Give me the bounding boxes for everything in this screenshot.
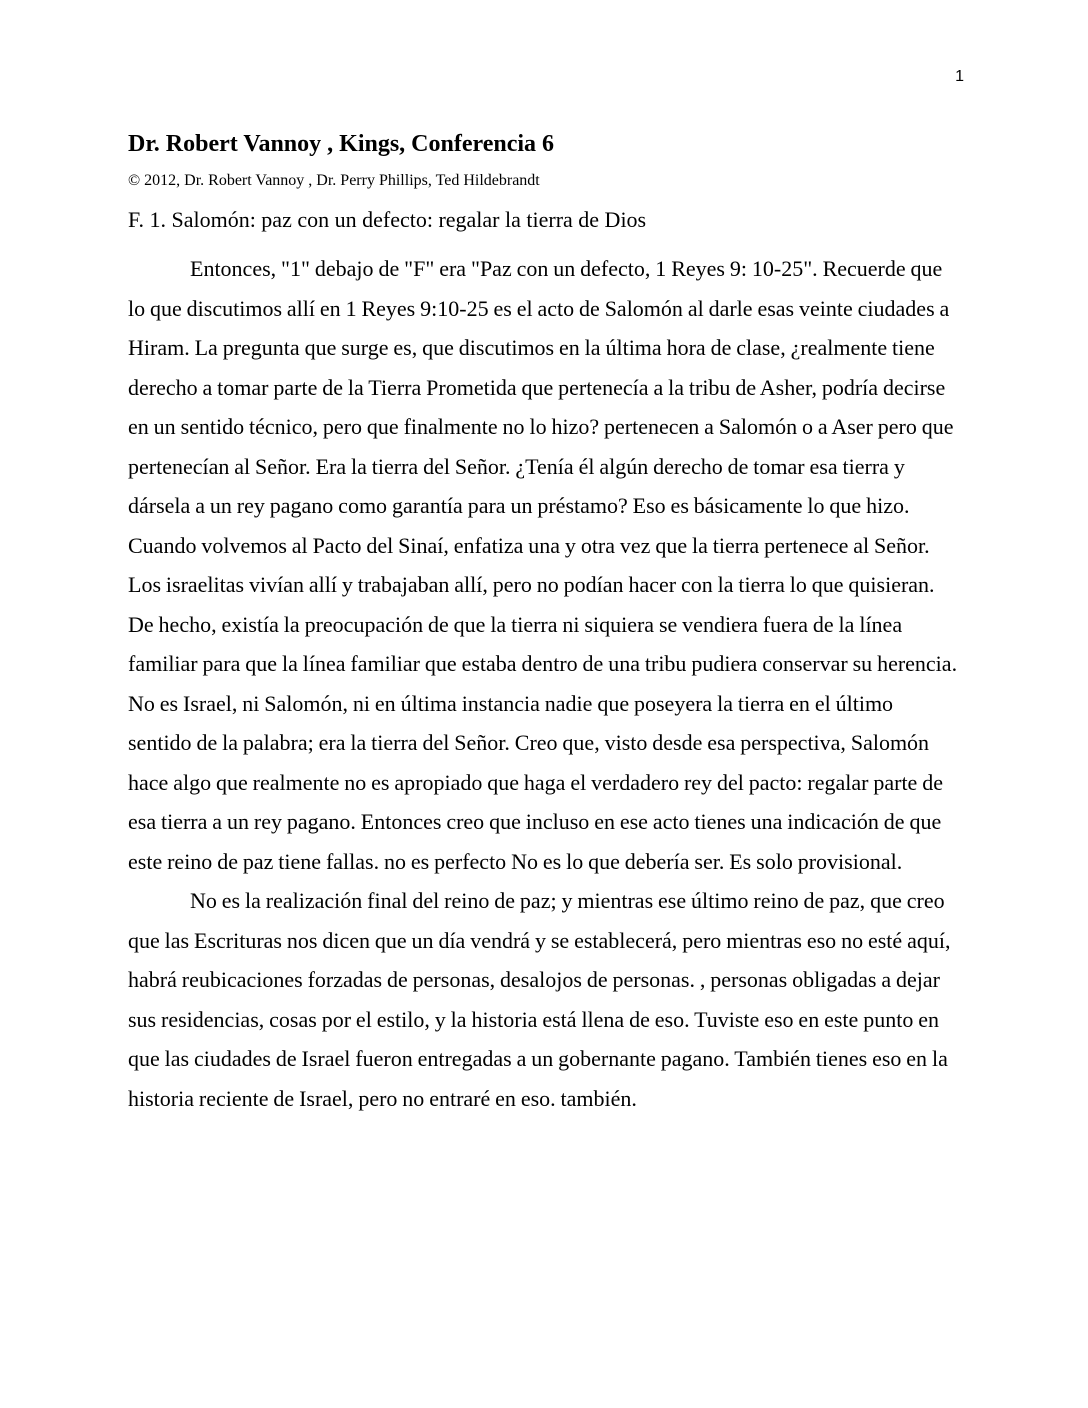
body-paragraph: Entonces, "1" debajo de "F" era "Paz con un defecto, 1 Reyes 9: 10-25". Recuerde que lo que discutimos allí en 1 Reyes 9:10-25 es el acto de Salomón al darle esas veinte ciudades a Hiram. La pregunta que surge es, que discutimos en la última hora de clase, ¿realmente tiene derecho a tomar parte de la Tierra Prometida que pertenecía a la tribu de Asher, podría decirse en un sentido técnico, pero que finalmente no lo hizo? pertenecen a Salomón o a Aser pero que pertenecían al Señor. Era la tierra del Señor. ¿Tenía él algún derecho de tomar esa tierra y dársela a un rey pagano como garantía para un préstamo? Eso es básicamente lo que hizo. Cuando volvemos al Pacto del Sinaí, enfatiza una y otra vez que la tierra pertenece al Señor. Los israelitas vivían allí y trabajaban allí, pero no podían hacer con la tierra lo que quisieran. De hecho, existía la preocupación de que la tierra ni siquiera se vendiera fuera de la línea familiar para que la línea familiar que estaba dentro de una tribu pudiera conservar su herencia. No es Israel, ni Salomón, ni en última instancia nadie que poseyera la tierra en el último sentido de la palabra; era la tierra del Señor. Creo que, visto desde esa perspectiva, Salomón hace algo que realmente no es apropiado que haga el verdadero rey del pacto: regalar parte de esa tierra a un rey pagano. Entonces creo que incluso en ese acto tienes una indicación de que este reino de paz tiene fallas. no es perfecto No es lo que debería ser. Es solo provisional. <box>128 256 958 874</box>
copyright-line: © 2012, Dr. Robert Vannoy , Dr. Perry Phillips, Ted Hildebrandt <box>128 172 540 189</box>
page-number: 1 <box>955 68 964 85</box>
document-body <box>128 128 960 1118</box>
document-title: Dr. Robert Vannoy , Kings, Conferencia 6 <box>128 131 555 157</box>
body-paragraph: No es la realización final del reino de paz; y mientras ese último reino de paz, que creo que las Escrituras nos dicen que un día vendrá y se establecerá, pero mientras eso no esté aquí, habrá reubicaciones forzadas de personas, desalojos de personas. , personas obligadas a dejar sus residencias, cosas por el estilo, y la historia está llena de eso. Tuviste eso en este punto en que las ciudades de Israel fueron entregadas a un gobernante pagano. También tienes eso en la historia reciente de Israel, pero no entraré en eso. también. <box>128 888 951 1111</box>
section-heading: F. 1. Salomón: paz con un defecto: regalar la tierra de Dios <box>128 207 647 232</box>
